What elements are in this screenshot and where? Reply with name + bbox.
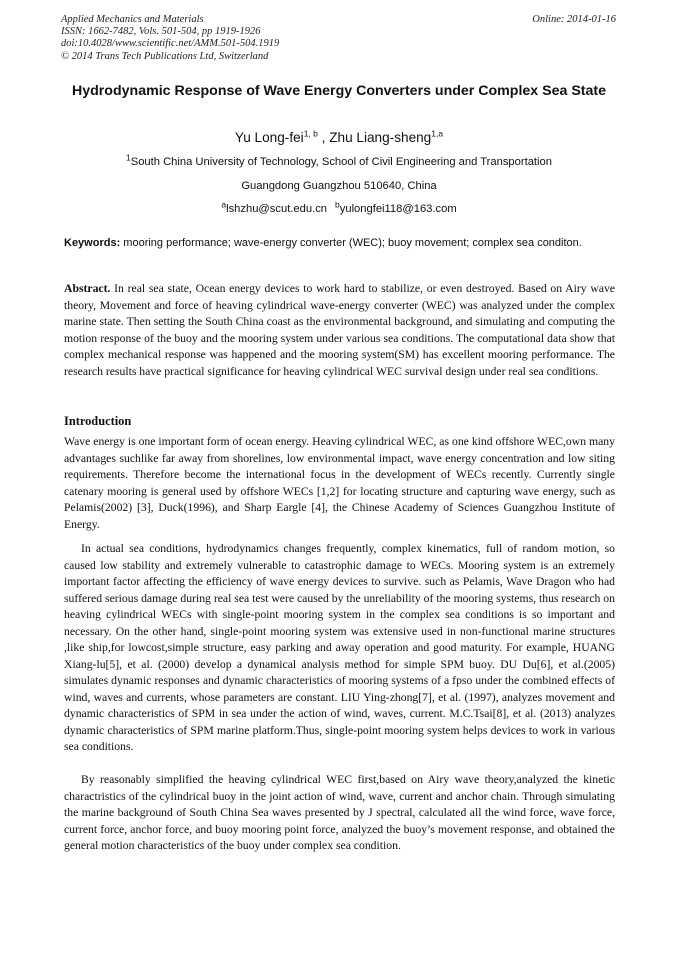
paper-title: Hydrodynamic Response of Wave Energy Converters under Complex Sea State <box>71 83 607 99</box>
intro-paragraph-1: Wave energy is one important form of ocean energy. Heaving cylindrical WEC, as one kind offshore WEC,own many advantages suchlike far away from shorelines, low environmental impact, wave energy concentration and low siting requirements. Therefore become the international focus in the development of WECs recently. Currently single catenary mooring is general used by offshore WECs [1,2] for locating structure and capturing wave energy, such as Pelamis(2002) [3], Duck(1996), and Sharp Eargle [4], the Chinese Academy of Sciences Guangzhou Institute of Energy. <box>64 435 615 531</box>
intro-paragraph-2: In actual sea conditions, hydrodynamics changes frequently, complex kinematics, full of random motion, so caused low stability and extremely vulnerable to catastrophic damage to WECs. Mooring system is an extremely important factor affecting the efficiency of wave energy devices to survive. such as Pelamis, Wave Dragon who had suffered serious damage during real sea test were caused by the unreliability of the mooring systems, thus research on heaving cylindrical WECs with single-point mooring system in the complex sea conditions is so important and necessary. On the other hand, single-point mooring system was extensive used in non-functional marine structures ,like ship,for lowcost,simple structure, easy parking and away operation and good maturity. For example, HUANG Xiang-lu[5], et al. (2000) develop a dynamical analysis method for simple SPM buoy. DU Du[6], et al.(2005) simulates dynamic responses and dynamic characteristics of mooring systems of a fpso under the combined effects of wind, waves and currents, whose parameters are constant. LIU Ying-zhong[7], et al. (1997), analyzes movement and dynamic characteristics of SPM in sea under the action of wind, waves, current. M.C.Tsai[8], et al. (2013) analyzes dynamic characteristics of SPM marine platform.Thus, single-point mooring system helps devices to work in various sea conditions. <box>64 542 615 753</box>
affiliation-sup: 1 <box>126 152 131 163</box>
abstract-text: In real sea state, Ocean energy devices to work hard to stabilize, or even destroyed. Based on Airy wave theory, Movement and force of heaving cylindrical wave-energy converter (WEC) was analyzed under the complex marine state. Then setting the South China coast as the environmental background, and simulating and computing the motion response of the buoy and the mooring system under various sea conditions. The computational data show that complex mechanical response was happened and the mooring system(SM) has excellent mooring performance. The research results have practical significance for heaving cylindrical WEC survival design under real sea conditions. <box>64 282 615 378</box>
email-b[interactable]: yulongfei118@163.com <box>339 203 457 215</box>
affiliation-line-1 <box>0 152 678 169</box>
copyright-line: © 2014 Trans Tech Publications Ltd, Switzerland <box>61 50 269 62</box>
email-b-sup: b <box>335 199 340 210</box>
abstract-label: Abstract. <box>64 282 111 295</box>
journal-name: Applied Mechanics and Materials <box>61 14 204 25</box>
affiliation-text-1: South China University of Technology, School of Civil Engineering and Transportation <box>130 156 552 168</box>
email-a-sup: a <box>221 199 227 210</box>
author-separator: , <box>317 130 330 145</box>
author-2-name: Zhu Liang-sheng <box>329 130 432 145</box>
abstract <box>64 281 615 380</box>
author-2-sup: 1,a <box>431 128 444 139</box>
section-heading-introduction: Introduction <box>64 414 132 428</box>
author-line <box>0 129 678 147</box>
doi-line: doi:10.4028/www.scientific.net/AMM.501-504.1919 <box>61 38 280 50</box>
online-date: Online: 2014-01-16 <box>532 14 616 25</box>
affiliation-line-2: Guangdong Guangzhou 510640, China <box>241 180 437 192</box>
keywords-label: Keywords: <box>64 237 121 249</box>
issn-line: ISSN: 1662-7482, Vols. 501-504, pp 1919-1926 <box>61 26 261 38</box>
journal-header <box>61 14 616 63</box>
email-line <box>0 199 678 216</box>
keywords <box>64 236 614 251</box>
author-1-name: Yu Long-fei <box>234 130 304 145</box>
intro-paragraph-3: By reasonably simplified the heaving cylindrical WEC first,based on Airy wave theory,analyzed the kinetic charactristics of the cylindrical buoy in the joint action of wind, wave, current and anchor chain. Through simulating the marine background of South China Sea waves presented by J spectral, calculated all the wind force, wave force, current force, anchor force, and buoy mooring point force, analyzed the buoy’s movement response, and obtained the general motion characteristics of the buoy under complex sea condition. <box>64 773 615 852</box>
author-1-sup: 1, b <box>303 128 318 139</box>
email-a[interactable]: lshzhu@scut.edu.cn <box>226 203 328 215</box>
keywords-text: mooring performance; wave-energy converter (WEC); buoy movement; complex sea conditon. <box>120 237 582 249</box>
